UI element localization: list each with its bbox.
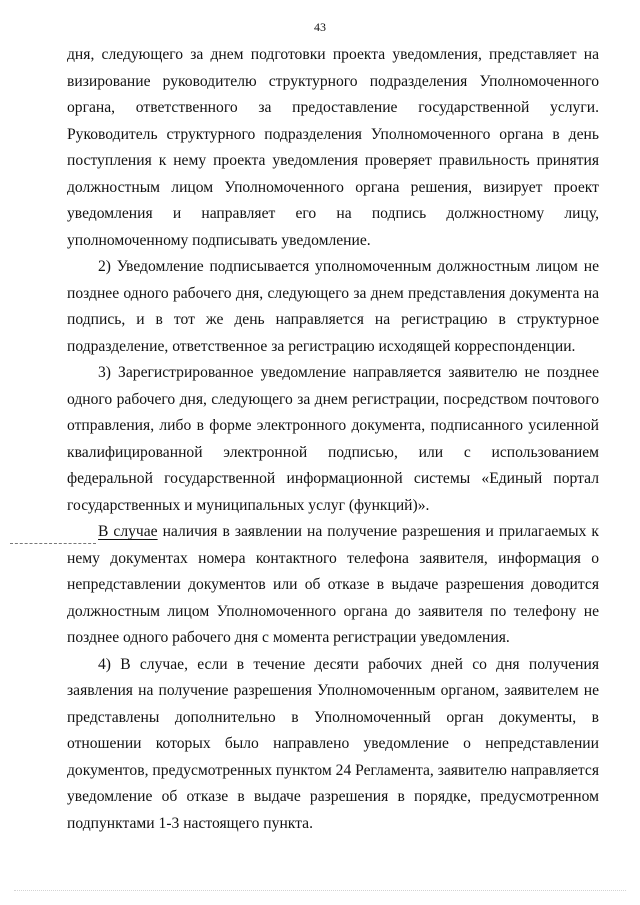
margin-mark-line xyxy=(10,543,96,544)
paragraph-continuation: дня, следующего за днем подготовки проекта уведомления, представляет на визирование руководителю структурного подразделения Уполномоченного органа, ответственного за предоставление государственной услуги. Руководитель структурного подразделения Уполномоченного органа в день поступления к нему проекта уведомления проверяет правильность принятия должностным лицом Уполномоченного органа решения, визирует проект уведомления и направляет его на подпись должностному лицу, уполномоченному подписывать уведомление. xyxy=(67,46,599,249)
paragraph-item-3: 3) Зарегистрированное уведомление направляется заявителю не позднее одного рабочего дня, следующего за днем регистрации, посредством почтового отправления, либо в форме электронного документа, подписанного усиленной квалифицированной электронной подписью, или с использованием федеральной государственной информационной системы «Единый портал государственных и муниципальных услуг (функций)». xyxy=(67,364,599,514)
paragraph-item-2: 2) Уведомление подписывается уполномоченным должностным лицом не позднее одного рабочего дня, следующего за днем представления документа на подпись, и в тот же день направляется на регистрацию в структурное подразделение, ответственное за регистрацию исходящей корреспонденции. xyxy=(67,258,599,355)
scan-speckle-row xyxy=(14,890,626,892)
paragraph-lead-underlined: В случае xyxy=(98,523,158,540)
paragraph-item-4: 4) В случае, если в течение десяти рабочих дней со дня получения заявления на получение разрешения Уполномоченным органом, заявителем не представлены дополнительно в Уполномоченный орган документы, в отношении которых было направлено уведомление о непредставлении документов, предусмотренных пунктом 24 Регламента, заявителю направляется уведомление об отказе в выдаче разрешения в порядке, предусмотренном подпунктами 1-3 настоящего пункта. xyxy=(67,655,599,832)
paragraph-phone-notice xyxy=(67,519,599,652)
page-number: 43 xyxy=(314,20,326,34)
paragraph-phone-notice-text: наличия в заявлении на получение разрешения и прилагаемых к нему документах номера контактного телефона заявителя, информация о непредставлении документов или об отказе в выдаче разрешения доводится должностным лицом Уполномоченного органа до заявителя по телефону не позднее одного рабочего дня с момента регистрации уведомления. xyxy=(67,523,600,646)
document-body xyxy=(67,42,599,837)
